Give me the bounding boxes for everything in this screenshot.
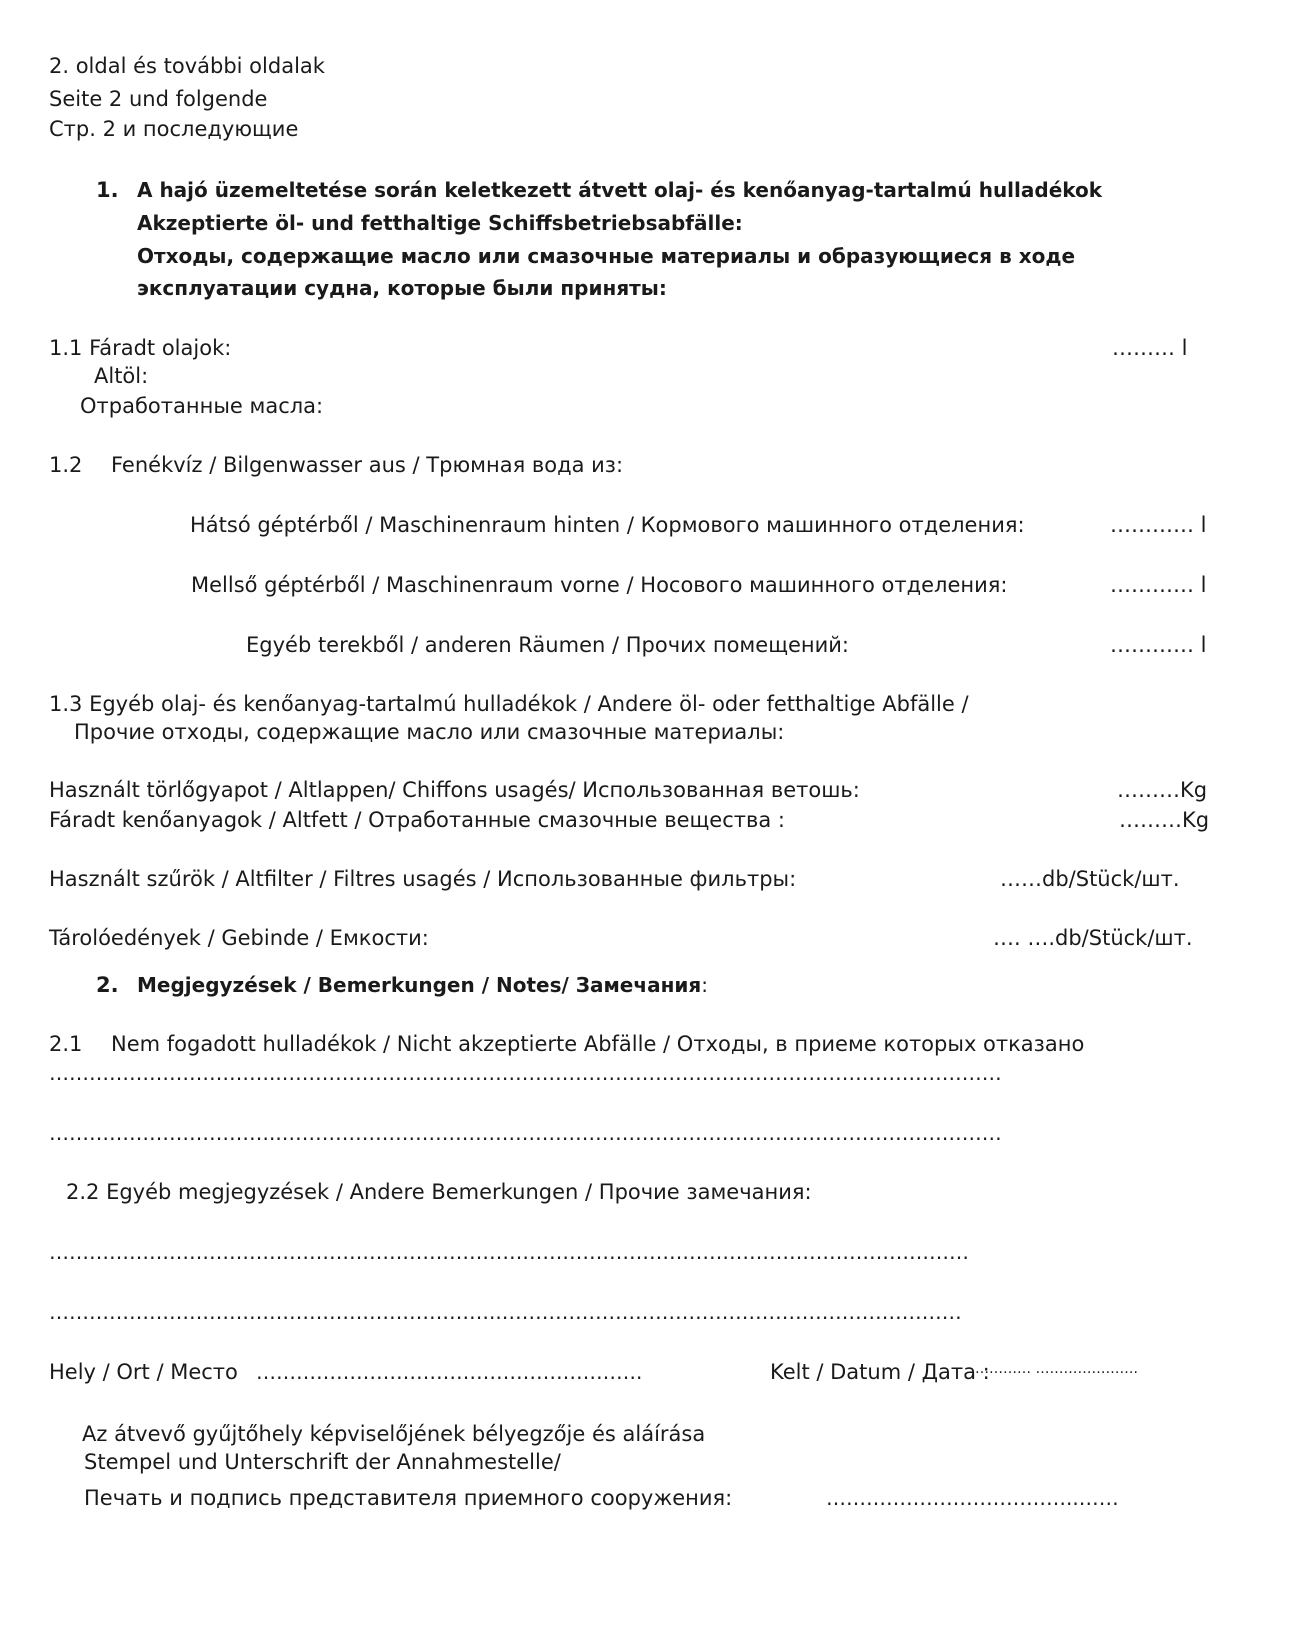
item-1-3-containers-value: …. ….db/Stück/шт. [993, 926, 1193, 950]
item-1-3-filters-label: Használt szűrök / Altfilter / Filtres usagés / Использованные фильтры: [49, 867, 797, 891]
item-1-1-value: ……… l [1112, 336, 1188, 360]
item-2-1-number: 2.1 [49, 1032, 83, 1056]
stamp-label-ru: Печать и подпись представителя приемного сооружения: [84, 1486, 733, 1510]
section-1-title-line-4: эксплуатации судна, которые были приняты: [137, 276, 667, 300]
header-line-2: Seite 2 und folgende [49, 87, 268, 111]
section-2-title-colon: : [701, 973, 709, 997]
header-line-3: Стр. 2 и последующие [49, 117, 299, 141]
item-1-3-filters-value: ……db/Stück/шт. [1000, 867, 1180, 891]
stamp-signature-field: ………………………………..…… [826, 1486, 1119, 1510]
section-1-title-line-1: A hajó üzemeltetése során keletkezett átvett olaj- és kenőanyag-tartalmú hulladékok [137, 178, 1103, 202]
date-field: ………… …………………. [975, 1361, 1138, 1377]
section-1-title-line-3: Отходы, содержащие масло или смазочные материалы и образующиеся в ходе [137, 244, 1076, 268]
stamp-label-hu: Az átvevő gyűjtőhely képviselőjének bélyegzője és aláírása [82, 1422, 706, 1446]
item-1-2-number: 1.2 [49, 453, 83, 477]
stamp-label-de: Stempel und Unterschrift der Annahmestelle/ [84, 1450, 561, 1474]
section-1-number: 1. [96, 178, 119, 202]
item-2-2-label: 2.2 Egyéb megjegyzések / Andere Bemerkungen / Прочие замечания: [66, 1180, 812, 1204]
item-1-2-row-front-value: ………… l [1110, 573, 1207, 597]
item-1-3-rags-label: Használt törlőgyapot / Altlappen/ Chiffons usagés/ Использованная ветошь: [49, 778, 860, 802]
item-2-1-label: Nem fogadott hulladékok / Nicht akzeptierte Abfälle / Отходы, в приеме которых отказано [111, 1032, 1085, 1056]
item-1-2-row-other-label: Egyéb terekből / anderen Räumen / Прочих помещений: [246, 633, 849, 657]
item-2-2-line-2: …………………………………………………………..…………………………………………………………… [49, 1300, 962, 1324]
item-2-2-line-1: ………………………………………………………………………………………………………………………… [49, 1240, 969, 1264]
header-line-1: 2. oldal és további oldalak [49, 54, 325, 78]
date-label: Kelt / Datum / Дата : [770, 1360, 990, 1384]
section-2-title [137, 975, 708, 995]
place-field: …………………………………………………. [256, 1360, 643, 1384]
item-1-2-label: Fenékvíz / Bilgenwasser aus / Трюмная вода из: [111, 453, 624, 477]
item-1-1-label: 1.1 Fáradt olajok: [49, 336, 232, 360]
item-1-1-label-ru: Отработанные масла: [80, 394, 324, 418]
item-1-3-label: 1.3 Egyéb olaj- és kenőanyag-tartalmú hulladékok / Andere öl- oder fetthaltige Abfälle / [49, 692, 969, 716]
item-1-2-row-other-value: ………… l [1110, 633, 1207, 657]
section-2-title-text: Megjegyzések / Bemerkungen / Notes/ Замечания [137, 973, 702, 997]
item-1-3-grease-value: ………Kg [1119, 808, 1210, 832]
section-2-number: 2. [96, 973, 119, 997]
item-1-2-row-rear-label: Hátsó géptérből / Maschinenraum hinten / Кормового машинного отделения: [190, 513, 1025, 537]
item-2-1-line-1: ……………………………..……………………………………………………………………………………………… [49, 1061, 1002, 1085]
section-1-title-line-2: Akzeptierte öl- und fetthaltige Schiffsbetriebsabfälle: [137, 211, 743, 235]
item-1-3-rags-value: ………Kg [1117, 778, 1208, 802]
item-1-3-label-ru: Прочие отходы, содержащие масло или смазочные материалы: [74, 720, 785, 744]
item-1-3-containers-label: Tárolóedények / Gebinde / Емкости: [49, 926, 429, 950]
place-label: Hely / Ort / Место [49, 1360, 238, 1384]
item-1-2-row-rear-value: ………… l [1110, 513, 1207, 537]
item-1-3-grease-label: Fáradt kenőanyagok / Altfett / Отработанные смазочные вещества : [49, 808, 785, 832]
item-1-2-row-front-label: Mellső géptérből / Maschinenraum vorne / Носового машинного отделения: [191, 573, 1008, 597]
item-1-1-label-de: Altöl: [94, 364, 149, 388]
item-2-1-line-2: ……………………………..……………………………………………………………………………………………… [49, 1121, 1002, 1145]
